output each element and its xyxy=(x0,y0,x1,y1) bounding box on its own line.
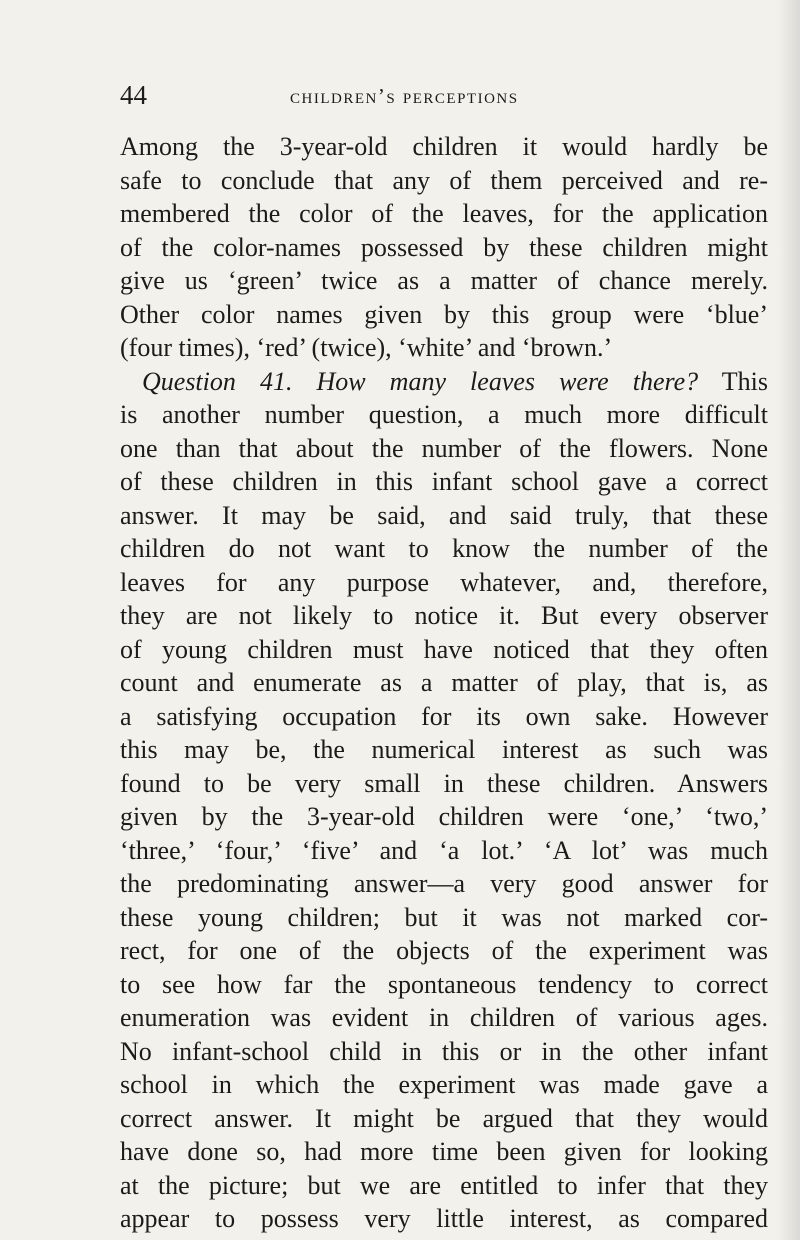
text-line: answer. It may be said, and said truly, that these xyxy=(120,500,768,530)
text-line: is another number question, a much more difficult xyxy=(120,400,768,429)
text-line: of young children must have noticed that they often xyxy=(120,634,768,664)
question-line-rest: This xyxy=(698,366,769,396)
text-line: children do not want to know the number of the xyxy=(120,534,768,563)
text-line: Among the 3-year-old children it would hardly be xyxy=(120,132,768,161)
text-line: school in which the experiment was made gave a xyxy=(120,1070,768,1099)
text-line: leaves for any purpose whatever, and, therefore, xyxy=(120,567,768,597)
body-text xyxy=(120,130,768,1236)
text-line: (four times), ‘red’ (twice), ‘white’ and ‘brown.’ xyxy=(120,333,613,362)
text-line: appear to possess very little interest, as compared xyxy=(120,1204,768,1233)
question-heading: Question 41. How many leaves were there? xyxy=(142,366,699,396)
text-line: to see how far the spontaneous tendency to correct xyxy=(120,969,768,999)
text-line: they are not likely to notice it. But every observer xyxy=(120,601,768,630)
text-line: at the picture; but we are entitled to infer that they xyxy=(120,1170,768,1200)
running-head xyxy=(120,80,720,110)
text-line: the predominating answer—a very good answer for xyxy=(120,869,768,898)
text-line: this may be, the numerical interest as such was xyxy=(120,735,768,764)
question-line xyxy=(120,365,768,399)
page-number: 44 xyxy=(120,80,147,110)
text-line: No infant-school child in this or in the other infant xyxy=(120,1036,768,1066)
text-line: one than that about the number of the flowers. None xyxy=(120,433,768,463)
text-line: membered the color of the leaves, for the application xyxy=(120,199,768,228)
text-line: found to be very small in these children. Answers xyxy=(120,768,768,798)
text-line: rect, for one of the objects of the experiment was xyxy=(120,936,768,965)
text-line: Other color names given by this group were ‘blue’ xyxy=(120,299,768,329)
text-line: correct answer. It might be argued that they would xyxy=(120,1103,768,1133)
text-line: safe to conclude that any of them perceived and re- xyxy=(120,165,768,195)
running-title: children’s perceptions xyxy=(290,84,519,108)
text-line: ‘three,’ ‘four,’ ‘five’ and ‘a lot.’ ‘A lot’ was much xyxy=(120,835,768,865)
text-line: count and enumerate as a matter of play, that is, as xyxy=(120,668,768,697)
text-line: have done so, had more time been given for looking xyxy=(120,1137,768,1166)
text-line: give us ‘green’ twice as a matter of chance merely. xyxy=(120,266,768,295)
text-line: these young children; but it was not marked cor- xyxy=(120,902,768,932)
text-line: given by the 3-year-old children were ‘one,’ ‘two,’ xyxy=(120,802,768,831)
text-line: of these children in this infant school gave a correct xyxy=(120,467,768,496)
text-line: enumeration was evident in children of various ages. xyxy=(120,1003,768,1032)
page-edge-shadow xyxy=(778,0,800,1240)
text-line: a satisfying occupation for its own sake. However xyxy=(120,701,768,731)
text-line: of the color-names possessed by these children might xyxy=(120,232,768,262)
